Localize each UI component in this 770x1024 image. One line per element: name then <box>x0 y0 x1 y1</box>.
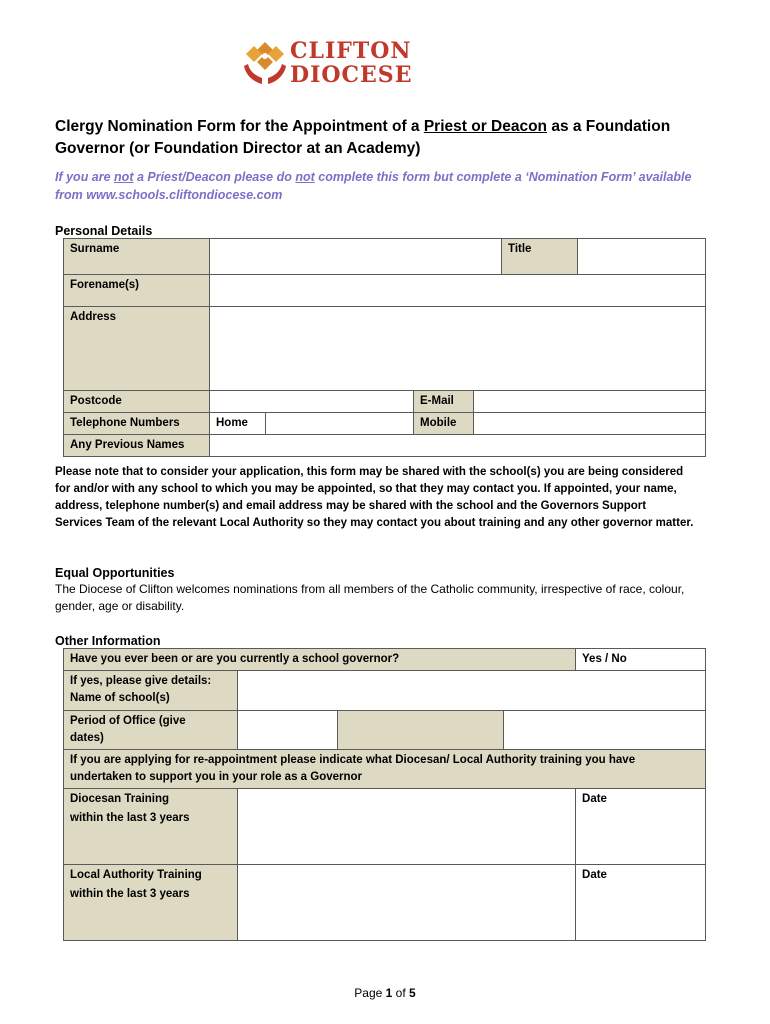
surname-label: Surname <box>64 239 210 275</box>
notice-part-3: complete this form but complete a ‘Nomination Form’ available from www.schools.cliftondiocese.com <box>55 170 692 202</box>
footer-page-total: 5 <box>409 986 416 1000</box>
school-names-label <box>64 671 238 711</box>
home-label: Home <box>210 413 266 435</box>
la-date-label[interactable]: Date <box>576 865 706 941</box>
logo-emblem-icon <box>240 36 290 88</box>
la-text-1: Local Authority Training <box>70 869 202 881</box>
address-label: Address <box>64 307 210 391</box>
previous-names-label: Any Previous Names <box>64 435 210 457</box>
forenames-field[interactable] <box>210 275 706 307</box>
footer-of-word: of <box>392 986 410 1000</box>
email-field[interactable] <box>474 391 706 413</box>
title-underlined: Priest or Deacon <box>423 118 548 135</box>
diocese-logo <box>240 36 412 88</box>
period-text-2: dates) <box>70 732 104 744</box>
period-field-1[interactable] <box>238 711 338 750</box>
footer-page-word: Page <box>354 986 386 1000</box>
logo-line-diocese: DIOCESE <box>290 62 413 88</box>
equal-opportunities-text: The Diocese of Clifton welcomes nominations from all members of the Catholic community, irrespective of race, colour, gender, age or disability. <box>55 582 685 613</box>
eligibility-notice <box>55 168 715 204</box>
notice-not-1: not <box>114 170 134 184</box>
notice-part-2: a Priest/Deacon please do <box>133 170 296 184</box>
reappointment-instruction: If you are applying for re-appointment please indicate what Diocesan/ Local Authority training you have undertaken to support you in your role as a Governor <box>64 750 706 789</box>
title-label: Title <box>502 239 578 275</box>
notice-not-2: not <box>295 170 315 184</box>
la-text-2: within the last 3 years <box>70 888 190 900</box>
postcode-field[interactable] <box>210 391 414 413</box>
data-sharing-note: Please note that to consider your application, this form may be shared with the school(s) you are being considered for and/or with any school to which you may be appointed, so that they may contact you. If appointed, your name, address, telephone number(s) and email address may be shared with the school and the Governors Support Services Team of the relevant Local Authority so they may contact you about training and any other governor matter. <box>55 466 694 529</box>
address-field[interactable] <box>210 307 706 391</box>
equal-opportunities-heading: Equal Opportunities <box>55 566 175 580</box>
mobile-field[interactable] <box>474 413 706 435</box>
diocesan-training-label <box>64 789 238 865</box>
if-yes-text: If yes, please give details: <box>70 675 212 687</box>
la-training-field[interactable] <box>238 865 576 941</box>
surname-field[interactable] <box>210 239 502 275</box>
diocesan-date-label[interactable]: Date <box>576 789 706 865</box>
form-title <box>55 116 715 160</box>
personal-details-heading: Personal Details <box>55 224 153 238</box>
diocesan-text-2: within the last 3 years <box>70 812 190 824</box>
previous-names-field[interactable] <box>210 435 706 457</box>
other-information-table <box>63 648 706 941</box>
logo-line-clifton: CLIFTON <box>290 38 412 64</box>
home-phone-field[interactable] <box>266 413 414 435</box>
diocesan-training-field[interactable] <box>238 789 576 865</box>
name-of-schools-text: Name of school(s) <box>70 692 170 704</box>
la-training-label <box>64 865 238 941</box>
title-part-2: as a Foundation Governor (or Foundation Director at an Academy) <box>55 118 671 157</box>
email-label: E-Mail <box>414 391 474 413</box>
period-field-3[interactable] <box>504 711 706 750</box>
notice-part-1: If you are <box>55 170 115 184</box>
postcode-label: Postcode <box>64 391 210 413</box>
footer-page-number: 1 <box>385 986 393 1000</box>
telephone-label: Telephone Numbers <box>64 413 210 435</box>
mobile-label: Mobile <box>414 413 474 435</box>
title-field[interactable] <box>578 239 706 275</box>
governor-question: Have you ever been or are you currently a school governor? <box>64 649 576 671</box>
personal-details-table <box>63 238 706 457</box>
diocesan-text-1: Diocesan Training <box>70 793 170 805</box>
period-of-office-label <box>64 711 238 750</box>
page-footer <box>0 986 770 1000</box>
period-field-2[interactable] <box>338 711 504 750</box>
other-information-heading: Other Information <box>55 634 161 648</box>
title-part-1: Clergy Nomination Form for the Appointment of a <box>55 118 424 135</box>
period-text-1: Period of Office (give <box>70 715 186 727</box>
school-names-field[interactable] <box>238 671 706 711</box>
forenames-label: Forename(s) <box>64 275 210 307</box>
yes-no-option[interactable]: Yes / No <box>576 649 706 671</box>
